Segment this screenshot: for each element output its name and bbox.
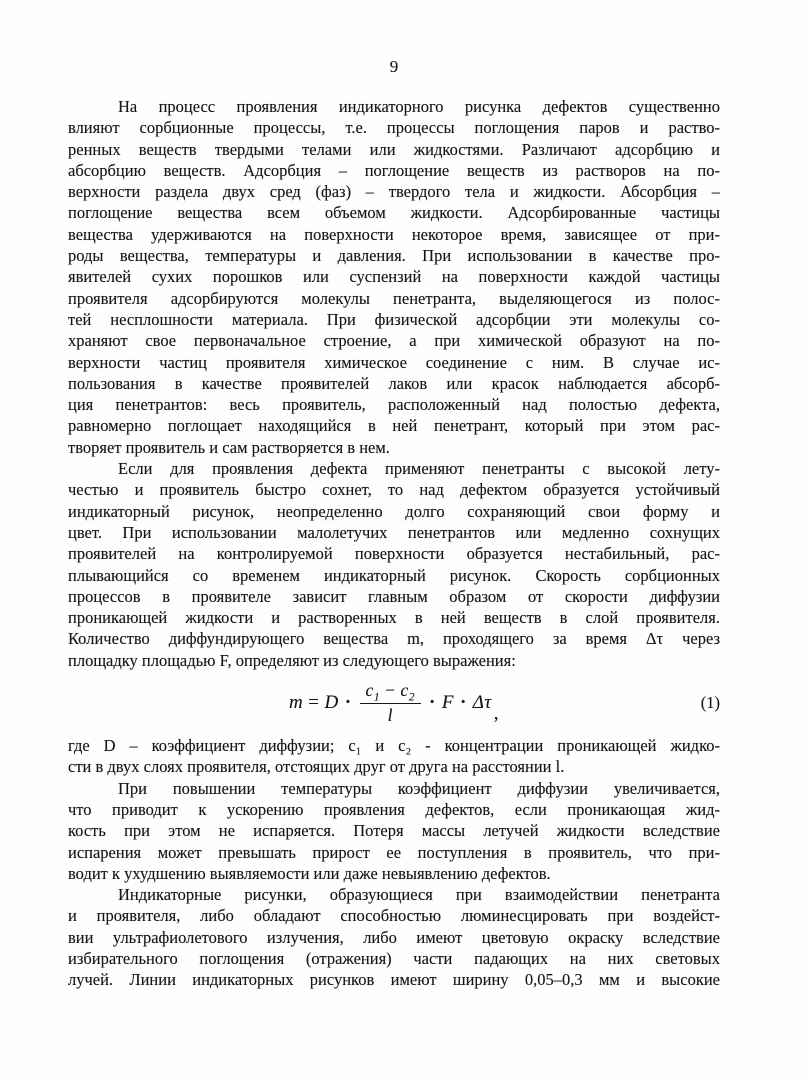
text-line: кость при этом не испаряется. Потеря массы летучей жидкости вследствие [68, 821, 720, 841]
equation-block [68, 671, 720, 735]
var-delta-tau: Δτ [472, 692, 492, 714]
text-line: проявителя адсорбируются молекулы пенетранта, выделяющегося из полос- [68, 288, 720, 308]
paragraph [68, 735, 720, 778]
text-line: влияют сорбционные процессы, т.е. процессы поглощения паров и раство- [68, 118, 720, 138]
multiply-dot: · [428, 692, 436, 714]
text-line: роды вещества, температуры и давления. При использовании в качестве про- [68, 246, 720, 266]
text-line: абсорбцию веществ. Адсорбция – поглощение веществ из растворов на по- [68, 160, 720, 180]
text-body [68, 96, 720, 991]
text-line: лучей. Линии индикаторных рисунков имеют ширину 0,05–0,3 мм и высокие [68, 970, 720, 990]
comma: , [493, 702, 499, 724]
text-line: ция пенетрантов: весь проявитель, расположенный над полостью дефекта, [68, 395, 720, 415]
text-line: индикаторный рисунок, неопределенно долго сохраняющий свои форму и [68, 501, 720, 521]
text-line: что приводит к ускорению проявления дефектов, если проникающая жид- [68, 799, 720, 819]
var-F: F [441, 692, 454, 714]
text-line: пользования в качестве проявителей лаков или красок наблюдается абсорб- [68, 373, 720, 393]
multiply-dot: · [344, 692, 352, 714]
text-line: ренных веществ твердыми телами или жидкостями. Различают адсорбцию и [68, 139, 720, 159]
text-line: храняют свое первоначальное строение, а при химической образуют на по- [68, 331, 720, 351]
fraction-denominator: l [387, 704, 393, 725]
text-line: честью и проявитель быстро сохнет, то над дефектом образуется устойчивый [68, 480, 720, 500]
text-line: испарения может превышать прирост ее поступления в проявитель, что при- [68, 842, 720, 862]
text-line: избирательного поглощения (отражения) части падающих на них световых [68, 948, 720, 968]
text-line: где D – коэффициент диффузии; с₁ и с₂ - концентрации проникающей жидко- [68, 736, 720, 756]
equals-sign: = [308, 692, 320, 714]
text-line: проявителей на контролируемой поверхности образуется нестабильный, рас- [68, 544, 720, 564]
text-line: вещества удерживаются на поверхности некоторое время, зависящее от при- [68, 224, 720, 244]
var-c2: c [400, 680, 409, 701]
text-line: Количество диффундирующего вещества m, проходящего за время Δτ через [68, 629, 720, 649]
fraction [360, 681, 421, 725]
text-line: верхности раздела двух сред (фаз) – твердого тела и жидкости. Абсорбция – [68, 182, 720, 202]
text-line: плывающийся со временем индикаторный рисунок. Скорость сорбционных [68, 565, 720, 585]
text-line: явителей сухих порошков или суспензий на поверхности каждой частицы [68, 267, 720, 287]
paragraph [68, 778, 720, 884]
text-line: процессов в проявителе зависит главным образом от скорости диффузии [68, 586, 720, 606]
var-c1: c [365, 680, 374, 701]
paragraph [68, 458, 720, 671]
paragraph [68, 884, 720, 990]
text-line: При повышении температуры коэффициент диффузии увеличивается, [118, 778, 720, 798]
text-line: проникающей жидкости и растворенных в ней веществ в слой проявителя. [68, 608, 720, 628]
text-line: верхности частиц проявителя химическое соединение с ним. В случае ис- [68, 352, 720, 372]
text-line: Если для проявления дефекта применяют пенетранты с высокой лету- [118, 459, 720, 479]
text-line: и проявителя, либо обладают способностью люминесцировать при воздейст- [68, 906, 720, 926]
fraction-numerator [360, 681, 421, 703]
text-line: Индикаторные рисунки, образующиеся при взаимодействии пенетранта [118, 885, 720, 905]
text-line: поглощение вещества всем объемом жидкости. Адсорбированные частицы [68, 203, 720, 223]
page-number: 9 [389, 57, 399, 76]
text-line: водит к ухудшению выявляемости или даже невыявлению дефектов. [68, 863, 551, 883]
text-line: творяет проявитель и сам растворяется в нем. [68, 437, 390, 457]
minus-sign: − [385, 680, 396, 701]
equation [289, 681, 499, 725]
text-line: тей несплошности материала. При физической адсорбции эти молекулы со- [68, 309, 720, 329]
paragraphs-before-formula [68, 96, 720, 671]
text-line: равномерно поглощает находящийся в ней пенетрант, который при этом рас- [68, 416, 720, 436]
subscript-2: 2 [408, 691, 415, 704]
subscript-1: 1 [373, 691, 381, 704]
text-line: На процесс проявления индикаторного рисунка дефектов существенно [118, 97, 720, 116]
var-m: m [289, 692, 304, 714]
paragraph [68, 96, 720, 458]
text-line: сти в двух слоях проявителя, отстоящих друг от друга на расстоянии l. [68, 757, 565, 777]
paragraphs-after-formula [68, 735, 720, 991]
var-D: D [324, 692, 339, 714]
text-line: площадку площадью F, определяют из следующего выражения: [68, 650, 516, 670]
text-line: цвет. При использовании малолетучих пенетрантов или медленно сохнущих [68, 522, 720, 542]
multiply-dot: · [459, 692, 467, 714]
equation-number: (1) [700, 693, 720, 713]
text-line: вии ультрафиолетового излучения, либо имеют цветовую окраску вследствие [68, 927, 720, 947]
